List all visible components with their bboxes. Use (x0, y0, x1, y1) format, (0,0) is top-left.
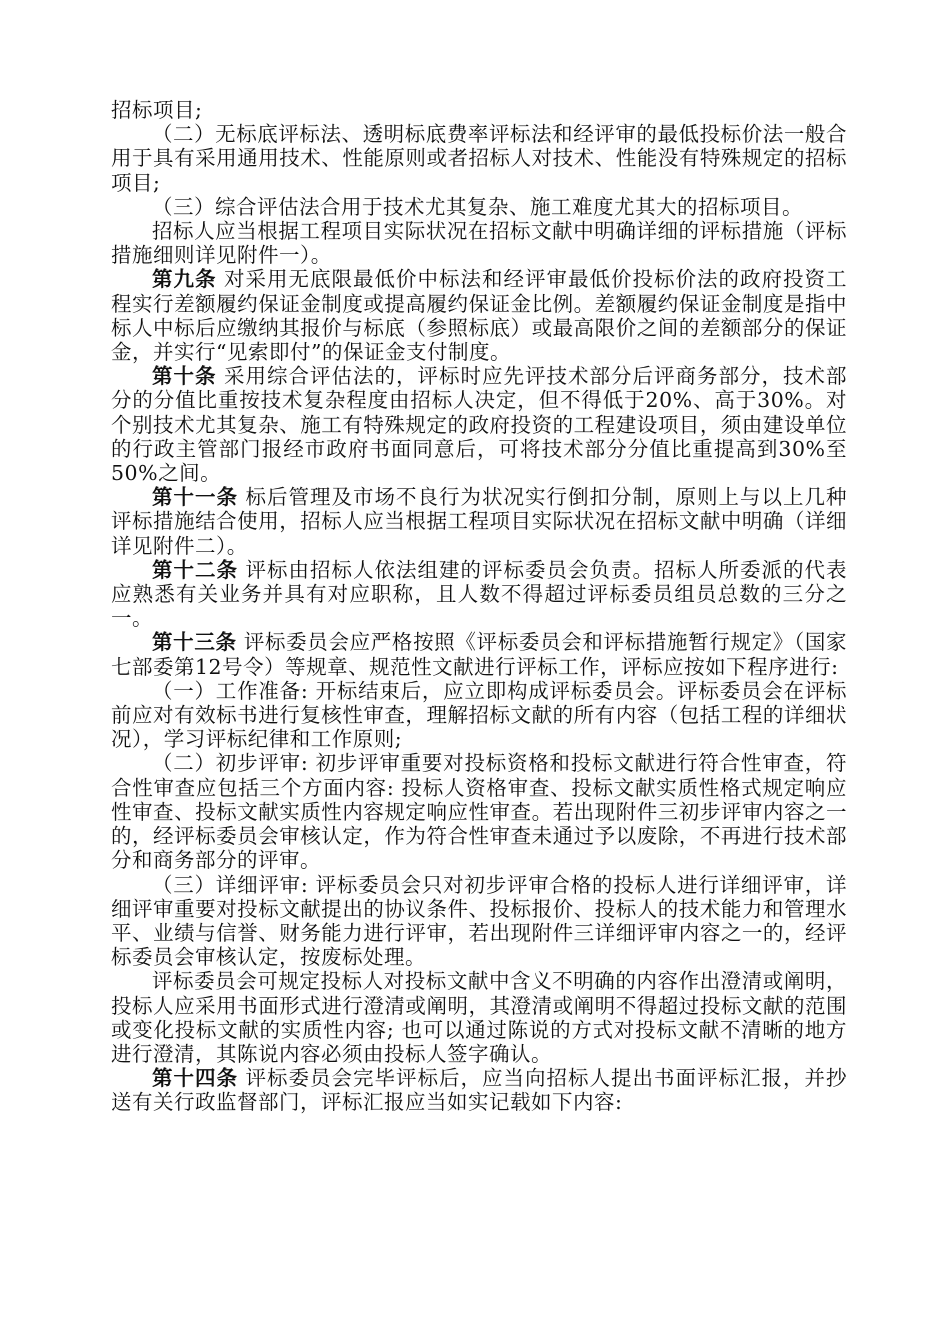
paragraph-text: 评标由招标人依法组建的评标委员会负责。招标人所委派的代表应熟悉有关业务并具有对应职称，且人数不得超过评标委员组员总数的三分之一。 (111, 557, 848, 631)
paragraph (111, 219, 847, 267)
paragraph-text: 评标委员会可规定投标人对投标文献中含义不明确的内容作出澄清或阐明，投标人应采用书面形式进行澄清或阐明，其澄清或阐明不得超过投标文献的范围或变化投标文献的实质性内容; 也可以通过陈说的方式对投标文献不清晰的地方进行澄清，其陈说内容必须由投标人签字确认。 (111, 969, 847, 1066)
article-10 (111, 364, 847, 485)
article-12 (111, 558, 847, 631)
paragraph-text: 标后管理及市场不良行为状况实行倒扣分制，原则上与以上几种评标措施结合使用，招标人应当根据工程项目实际状况在招标文献中明确（详细详见附件二）。 (111, 485, 848, 558)
article-11 (111, 485, 847, 558)
article-heading: 第九条 (152, 267, 217, 292)
article-heading: 第十三条 (152, 630, 237, 655)
paragraph (111, 751, 847, 872)
paragraph-text: 评标委员会完毕评标后，应当向招标人提出书面评标汇报，并抄送有关行政监督部门，评标汇报应当如实记载如下内容: (111, 1066, 848, 1115)
paragraph (111, 122, 847, 195)
paragraph-text: （二）无标底评标法、透明标底费率评标法和经评审的最低投标价法一般合用于具有采用通用技术、性能原则或者招标人对技术、性能没有特殊规定的招标项目; (111, 122, 847, 195)
paragraph-text: （三）综合评估法合用于技术尤其复杂、施工难度尤其大的招标项目。 (152, 194, 803, 219)
article-14 (111, 1066, 847, 1114)
paragraph-text: （一）工作准备: 开标结束后，应立即构成评标委员会。评标委员会在评标前应对有效标书进行复核性审查，理解招标文献的所有内容（包括工程的详细状况），学习评标纪律和工作原则; (111, 678, 847, 752)
paragraph (111, 873, 847, 970)
document-body (111, 98, 847, 1115)
paragraph-text: 评标委员会应严格按照《评标委员会和评标措施暂行规定》（国家七部委第12号令）等规章、规范性文献进行评标工作，评标应按如下程序进行: (111, 630, 848, 679)
paragraph-text: （三）详细评审: 评标委员会只对初步评审合格的投标人进行详细评审，详细评审重要对投标文献提出的协议条件、投标报价、投标人的技术能力和管理水平、业绩与信誉、财务能力进行评审，若出现附件三详细评审内容之一的，经评标委员会审核认定，按废标处理。 (111, 872, 847, 970)
paragraph (111, 98, 847, 122)
paragraph-text: 招标项目; (111, 98, 203, 122)
article-13 (111, 630, 847, 678)
paragraph-text: 招标人应当根据工程项目实际状况在招标文献中明确详细的评标措施（评标措施细则详见附件一）。 (111, 219, 847, 268)
article-heading: 第十一条 (152, 485, 238, 510)
paragraph-text: 采用综合评估法的，评标时应先评技术部分后评商务部分，技术部分的分值比重按技术复杂程度由招标人决定，但不得低于20%、高于30%。对个别技术尤其复杂、施工有特殊规定的政府投资的工程建设项目，须由建设单位的行政主管部门报经市政府书面同意后，可将技术部分分值比重提高到30%至50%之间。 (111, 364, 848, 486)
article-heading: 第十条 (152, 364, 217, 389)
article-9 (111, 267, 847, 364)
article-heading: 第十二条 (152, 557, 238, 582)
paragraph (111, 969, 847, 1066)
paragraph-text: 对采用无底限最低价中标法和经评审最低价投标价法的政府投资工程实行差额履约保证金制度或提高履约保证金比例。差额履约保证金制度是指中标人中标后应缴纳其报价与标底（参照标底）或最高限价之间的差额部分的保证金，并实行“见索即付”的保证金支付制度。 (111, 267, 848, 365)
paragraph (111, 679, 847, 752)
article-heading: 第十四条 (152, 1066, 238, 1091)
paragraph-text: （二）初步评审: 初步评审重要对投标资格和投标文献进行符合性审查，符合性审查应包括三个方面内容: 投标人资格审查、投标文献实质性格式规定响应性审查、投标文献实质性内容规定响应性审查。若出现附件三初步评审内容之一的，经评标委员会审核认定，作为符合性审查未通过予以废除，不再进行技术部分和商务部分的评审。 (111, 751, 847, 873)
paragraph (111, 195, 847, 219)
